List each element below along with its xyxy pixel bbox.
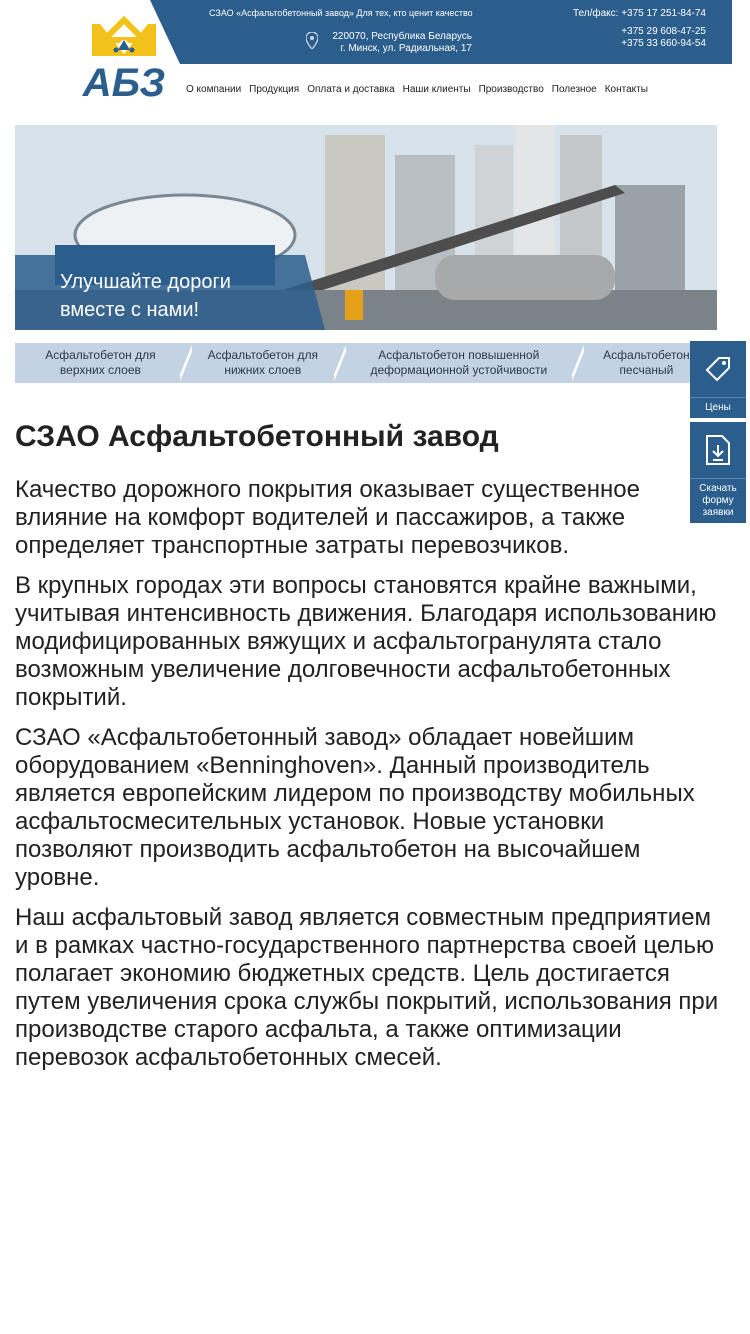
paragraph-4: Наш асфальтовый завод является совместным предприятием и в рамках частно-государственного партнерства своей целью полагает экономию бюджетных средств. Цель достигается путем увеличения срока службы покрытий, использования при производстве старого асфальта, а также оптимизации перевозок асфальтобетонных смесей. bbox=[15, 904, 719, 1071]
tab-top-layers-line2: верхних слоев bbox=[59, 363, 141, 377]
tab-top-layers-line1: Асфальтобетон для bbox=[45, 348, 156, 362]
price-tag-icon bbox=[690, 341, 746, 398]
phone-fax[interactable]: Тел/факс: +375 17 251-84-74 bbox=[572, 8, 706, 19]
product-tabs bbox=[15, 343, 715, 383]
address-line-1: 220070, Республика Беларусь bbox=[332, 31, 472, 42]
nav-item-production[interactable]: Производство bbox=[478, 84, 544, 95]
hero-banner bbox=[15, 125, 717, 330]
company-logo[interactable] bbox=[68, 16, 180, 100]
nav-item-contacts[interactable]: Контакты bbox=[604, 84, 648, 95]
page-title: СЗАО Асфальтобетонный завод bbox=[15, 420, 499, 453]
tab-deformation-resistant[interactable] bbox=[340, 343, 578, 383]
paragraph-2: В крупных городах эти вопросы становятся крайне важными, учитывая интенсивность движения. Благодаря использованию модифицированных вяжущих и асфальтогранулята стало возможным увеличение долговечности асфальтобетонных покрытий. bbox=[15, 572, 717, 711]
tab-bottom-layers-line2: нижних слоев bbox=[224, 363, 302, 377]
download-label-3: заявки bbox=[702, 507, 734, 518]
paragraph-1: Качество дорожного покрытия оказывает существенное влияние на комфорт водителей и пассажиров, а также определяет транспортные затраты перевозчиков. bbox=[15, 476, 640, 559]
nav-item-clients[interactable]: Наши клиенты bbox=[402, 84, 471, 95]
header-address bbox=[318, 31, 472, 55]
phone-3[interactable]: +375 33 660-94-54 bbox=[621, 38, 706, 49]
tab-deformation-line1: Асфальтобетон повышенной bbox=[378, 348, 540, 362]
article-body bbox=[15, 476, 727, 1084]
download-label-2: форму bbox=[702, 495, 734, 506]
nav-item-payment-delivery[interactable]: Оплата и доставка bbox=[307, 84, 395, 95]
hero-line-2: вместе с нами! bbox=[60, 299, 200, 321]
header-tagline: СЗАО «Асфальтобетонный завод» Для тех, кто ценит качество bbox=[209, 8, 473, 18]
logo-text: АБЗ bbox=[82, 61, 166, 100]
hero-caption bbox=[60, 268, 231, 324]
nav-item-about[interactable]: О компании bbox=[186, 84, 242, 95]
tab-deformation-line2: деформационной устойчивости bbox=[370, 363, 548, 377]
download-label-1: Скачать bbox=[699, 483, 737, 494]
hero-line-1: Улучшайте дороги bbox=[60, 271, 231, 293]
tab-bottom-layers[interactable] bbox=[186, 343, 340, 383]
header-phones bbox=[560, 8, 706, 50]
location-pin-icon bbox=[306, 32, 318, 49]
address-line-2: г. Минск, ул. Радиальная, 17 bbox=[340, 43, 472, 54]
prices-widget[interactable] bbox=[690, 341, 746, 418]
tab-bottom-layers-line1: Асфальтобетон для bbox=[207, 348, 318, 362]
nav-item-useful[interactable]: Полезное bbox=[551, 84, 597, 95]
tab-sand-line1: Асфальтобетон bbox=[603, 348, 690, 362]
tab-top-layers[interactable] bbox=[15, 343, 186, 383]
phone-2[interactable]: +375 29 608-47-25 bbox=[621, 26, 706, 37]
nav-item-products[interactable]: Продукция bbox=[249, 84, 300, 95]
prices-label: Цены bbox=[705, 402, 731, 413]
main-nav bbox=[186, 84, 648, 95]
download-file-icon bbox=[690, 422, 746, 479]
tab-sand-line2: песчаный bbox=[619, 363, 674, 377]
paragraph-3: СЗАО «Асфальтобетонный завод» обладает новейшим оборудованием «Benninghoven». Данный производитель является европейским лидером по производству мобильных асфальтосмесительных установок. Новые установки позволяют производить асфальтобетон на высочайшем уровне. bbox=[15, 724, 695, 891]
